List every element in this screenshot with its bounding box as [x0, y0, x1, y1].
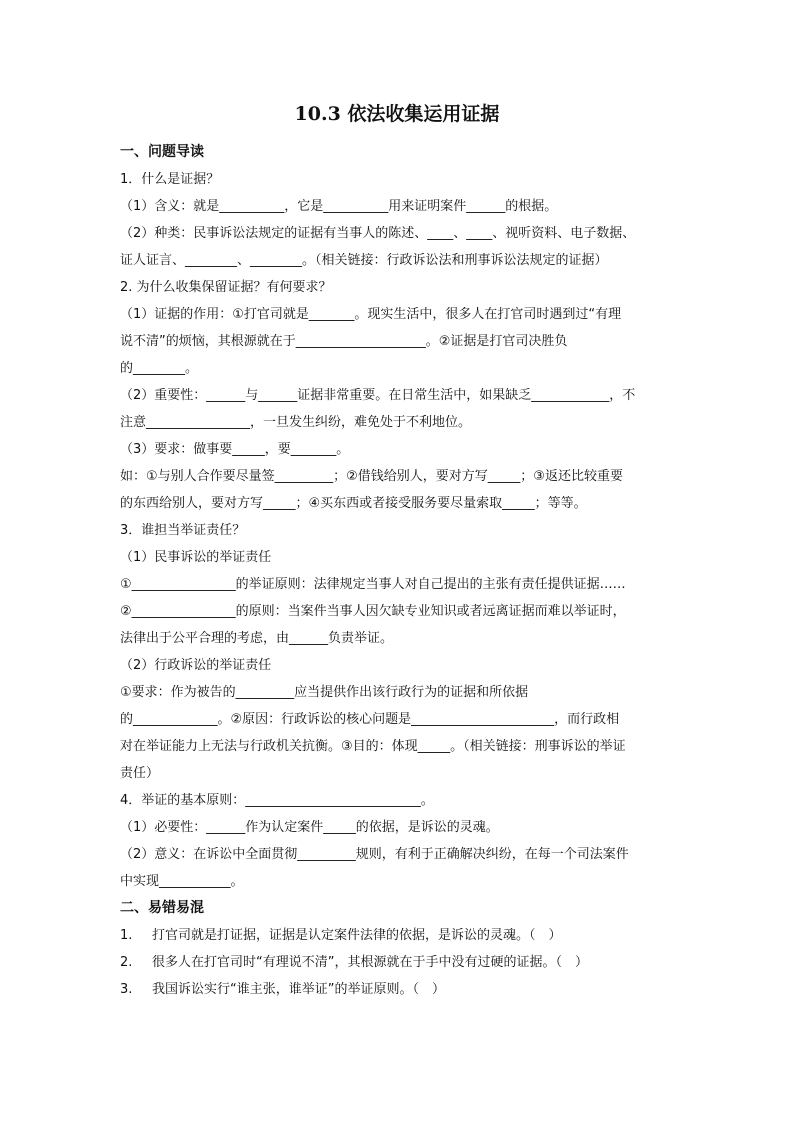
- item-number: 2.: [120, 955, 133, 970]
- text-line: （2）行政诉讼的举证责任: [120, 658, 272, 673]
- text-line: 的_____________。②原因：行政诉讼的核心问题是______________________，而行政相: [120, 712, 620, 727]
- text-line: 3．谁担当举证责任？: [120, 523, 246, 538]
- text-line: （1）证据的作用：①打官司就是_______。现实生活中，很多人在打官司时遇到过“有理: [120, 307, 622, 322]
- document-body: [120, 139, 668, 1003]
- text-line: （3）要求：做事要_____，要_______。: [120, 442, 350, 457]
- text-line: 如：①与别人合作要尽量签_________；②借钱给别人，要对方写_____；③返还比较重要: [120, 469, 623, 484]
- text-line: （1）必要性：______作为认定案件_____的依据，是诉讼的灵魂。: [120, 820, 499, 835]
- text-line: 4．举证的基本原则：___________________________。: [120, 793, 434, 808]
- text-line: （1）含义：就是__________，它是__________用来证明案件______的根据。: [120, 199, 558, 214]
- item-text: 我国诉讼实行“谁主张，谁举证”的举证原则。（ ）: [152, 982, 445, 997]
- text-line: （2）种类：民事诉讼法规定的证据有当事人的陈述、____、____、视听资料、电子数据、: [120, 226, 636, 241]
- text-line: （1）民事诉讼的举证责任: [120, 550, 272, 565]
- section-heading-guide: 一、问题导读: [120, 144, 204, 160]
- text-line: 中实现___________。: [120, 874, 244, 889]
- item-number: 3.: [120, 982, 133, 997]
- judgment-item: [120, 922, 668, 949]
- text-line: 的________。: [120, 361, 199, 376]
- text-line: （2）重要性：______与______证据非常重要。在日常生活中，如果缺乏____________，不: [120, 388, 636, 403]
- text-line: ①________________的举证原则：法律规定当事人对自己提出的主张有责任提供证据……: [120, 577, 626, 592]
- text-line: ①要求：作为被告的_________应当提供作出该行政行为的证据和所依据: [120, 685, 529, 700]
- item-text: 很多人在打官司时“有理说不清”，其根源就在于手中没有过硬的证据。（ ）: [152, 955, 588, 970]
- item-text: 打官司就是打证据，证据是认定案件法律的依据，是诉讼的灵魂。（ ）: [152, 928, 562, 943]
- text-line: 注意________________，一旦发生纠纷，难免处于不利地位。: [120, 415, 472, 430]
- page-title: 10.3 依法收集运用证据: [294, 103, 500, 125]
- text-line: 证人证言、________、________。（相关链接：行政诉讼法和刑事诉讼法规定的证据）: [120, 253, 608, 268]
- text-line: 说不清”的烦恼，其根源就在于____________________。②证据是打官司决胜负: [120, 334, 568, 349]
- judgment-item: [120, 976, 668, 1003]
- section-heading-mistakes: 二、易错易混: [120, 900, 204, 916]
- text-line: （2）意义：在诉讼中全面贯彻_________规则，有利于正确解决纠纷，在每一个司法案件: [120, 847, 629, 862]
- text-line: 对在举证能力上无法与行政机关抗衡。③目的：体现_____。（相关链接：刑事诉讼的举证: [120, 739, 626, 754]
- text-line: 责任）: [120, 766, 160, 781]
- item-number: 1.: [120, 928, 133, 943]
- text-line: 2. 为什么收集保留证据？有何要求？: [120, 280, 332, 295]
- judgment-item: [120, 949, 668, 976]
- text-line: 法律出于公平合理的考虑，由______负责举证。: [120, 631, 394, 646]
- text-line: 的东西给别人，要对方写_____；④买东西或者接受服务要尽量索取_____；等等。: [120, 496, 587, 511]
- text-line: 1．什么是证据？: [120, 172, 220, 187]
- text-line: ②________________的原则：当案件当事人因欠缺专业知识或者远离证据而难以举证时，: [120, 604, 626, 619]
